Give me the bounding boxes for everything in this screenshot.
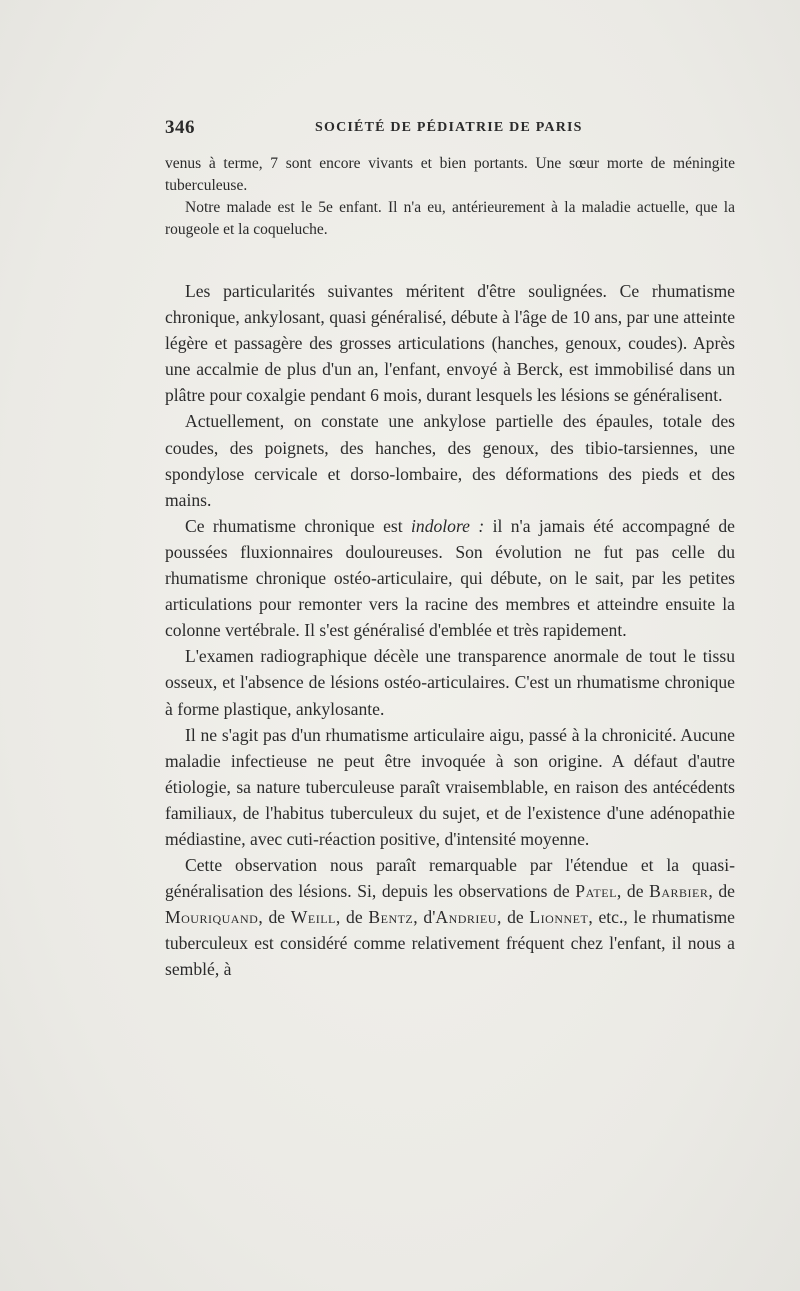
- body-paragraph-5: Il ne s'agit pas d'un rhumatisme articulaire aigu, passé à la chronicité. Aucune maladie infectieuse ne peut être invoquée à son origine. A défaut d'autre étiologie, sa nature tuberculeuse paraît vraisemblable, en raison des antécédents familiaux, de l'habitus tuberculeux du sujet, et de l'existence d'une adénopathie médiastine, avec cuti-réaction positive, d'intensité moyenne.: [165, 724, 735, 849]
- author-name: Bentz: [368, 907, 414, 928]
- separator: , de: [258, 907, 291, 928]
- page-number: 346: [165, 117, 195, 138]
- author-name: Weill: [290, 907, 336, 928]
- body-paragraph-3: [165, 513, 735, 643]
- author-name: Patel: [575, 881, 617, 902]
- p3-text-b: il n'a jamais été accompagné de poussées fluxionnaires douloureuses. Son évolution ne fut pas celle du rhumatisme chronique ostéo-articulaire, qui débute, on le sait, par les petites articulations pour remonter vers la racine des membres et atteindre ensuite la colonne vertébrale. Il s'est généralisé d'emblée et très rapidement.: [165, 515, 735, 641]
- author-name: Lionnet: [529, 907, 589, 928]
- body-paragraph-1: Les particularités suivantes méritent d'être soulignées. Ce rhumatisme chronique, ankylosant, quasi généralisé, débute à l'âge de 10 ans, par une atteinte légère et passagère des grosses articulations (hanches, genoux, coudes). Après une accalmie de plus d'un an, l'enfant, envoyé à Berck, est immobilisé dans un plâtre pour coxalgie pendant 6 mois, durant lesquels les lésions se généralisent.: [165, 281, 735, 406]
- body-paragraph-2: Actuellement, on constate une ankylose partielle des épaules, totale des coudes, des poignets, des hanches, des genoux, des tibio-tarsiennes, une spondylose cervicale et dorso-lombaire, des déformations des pieds et des mains.: [165, 411, 735, 510]
- author-name: Barbier: [649, 881, 709, 902]
- main-text: [165, 278, 735, 983]
- author-name: Andrieu: [435, 907, 497, 928]
- author-name: Mouriquand: [165, 907, 259, 928]
- separator: , de: [496, 907, 530, 928]
- p6-text-b: , etc., le rhumatisme tuberculeux est considéré comme relativement fréquent chez l'enfant, il nous a semblé, à: [165, 907, 735, 980]
- separator: , de: [708, 881, 735, 902]
- p6-text-a: Cette observation nous paraît remarquable par l'étendue et la quasi-généralisation des lésions. Si, depuis les observations de: [165, 855, 735, 902]
- running-title: SOCIÉTÉ DE PÉDIATRIE DE PARIS: [315, 120, 583, 135]
- separator: , d': [413, 907, 436, 928]
- body-paragraph-6: [165, 852, 735, 982]
- body-paragraph-4: L'examen radiographique décèle une transparence anormale de tout le tissu osseux, et l'absence de lésions ostéo-articulaires. C'est un rhumatisme chronique à forme plastique, ankylosante.: [165, 646, 735, 719]
- separator: , de: [616, 881, 650, 902]
- intro-paragraph-2: Notre malade est le 5e enfant. Il n'a eu, antérieurement à la maladie actuelle, que la rougeole et la coqueluche.: [165, 199, 735, 238]
- page-header: [165, 117, 735, 141]
- intro-text: [165, 153, 735, 241]
- intro-paragraph-1: venus à terme, 7 sont encore vivants et bien portants. Une sœur morte de méningite tuberculeuse.: [165, 155, 735, 194]
- p3-text-a: Ce rhumatisme chronique est: [185, 515, 412, 536]
- p3-emphasis: indolore :: [411, 515, 485, 536]
- separator: , de: [335, 907, 369, 928]
